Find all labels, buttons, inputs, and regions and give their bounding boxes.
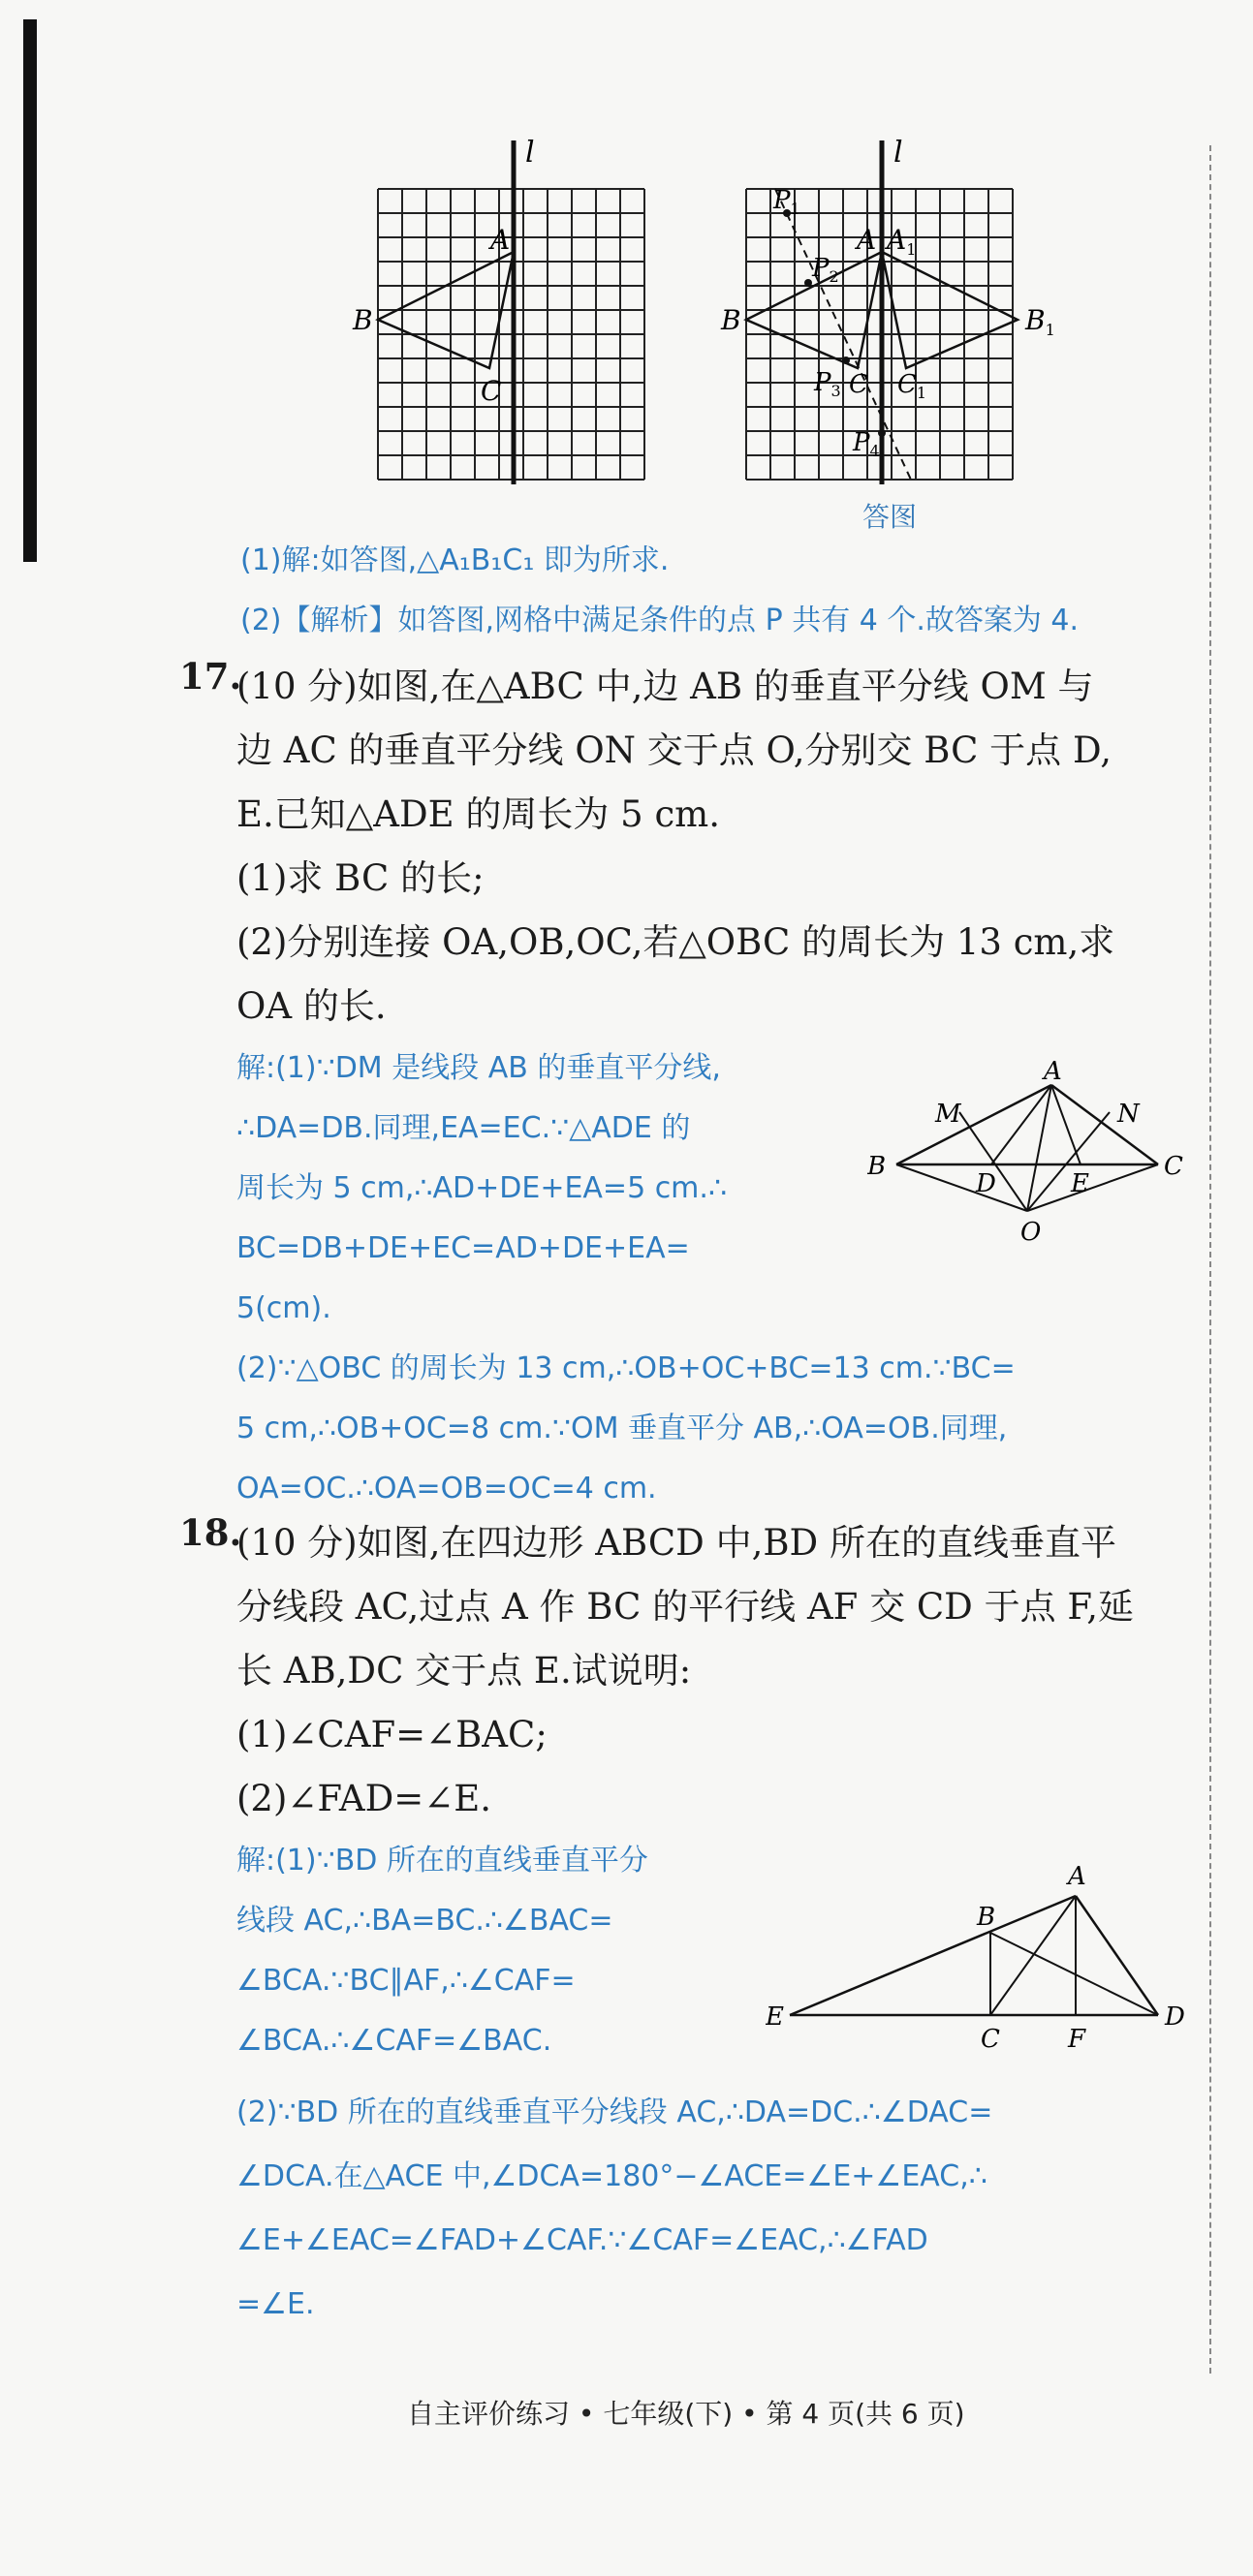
q18-sol-7: ∠E+∠EAC=∠FAD+∠CAF.∵∠CAF=∠EAC,∴∠FAD — [236, 2223, 928, 2257]
q17-line-2: 边 AC 的垂直平分线 ON 交于点 O,分别交 BC 于点 D, — [236, 729, 1112, 771]
q17-line-3: E.已知△ADE 的周长为 5 cm. — [236, 793, 721, 835]
q17-sol-2: ∴DA=DB.同理,EA=EC.∵△ADE 的 — [236, 1111, 691, 1145]
label-b-right: B — [721, 304, 741, 336]
q18-sol-8: =∠E. — [236, 2287, 315, 2321]
q17-sol-7: 5 cm,∴OB+OC=8 cm.∵OM 垂直平分 AB,∴OA=OB.同理, — [236, 1412, 1008, 1445]
q17-line-5: (2)分别连接 OA,OB,OC,若△OBC 的周长为 13 cm,求 — [236, 921, 1115, 963]
q18-label-e: E — [766, 2002, 784, 2032]
q18-line-1: (10 分)如图,在四边形 ABCD 中,BD 所在的直线垂直平 — [236, 1522, 1116, 1564]
label-l-right: l — [893, 136, 903, 170]
q18-sol-3: ∠BCA.∵BC∥AF,∴∠CAF= — [236, 1964, 576, 1998]
label-p4: $P_4$ — [853, 428, 880, 460]
q16-answer-2: (2)【解析】如答图,网格中满足条件的点 P 共有 4 个.故答案为 4. — [240, 604, 1080, 637]
q18-label-b: B — [977, 1903, 996, 1932]
label-c: C — [481, 375, 502, 407]
q18-sol-2: 线段 AC,∴BA=BC.∴∠BAC= — [236, 1904, 613, 1938]
label-l-left: l — [525, 136, 535, 170]
q17-line-4: (1)求 BC 的长; — [236, 857, 485, 899]
q17-sol-6: (2)∵△OBC 的周长为 13 cm,∴OB+OC+BC=13 cm.∵BC= — [236, 1351, 1016, 1385]
figure-caption: 答图 — [862, 501, 918, 533]
label-b: B — [353, 304, 373, 336]
label-c-right: C — [849, 370, 868, 399]
label-a: A — [490, 224, 511, 256]
label-p3: $P_3$ — [814, 368, 841, 400]
q17-sol-1: 解:(1)∵DM 是线段 AB 的垂直平分线, — [236, 1051, 721, 1085]
page-footer: 自主评价练习 • 七年级(下) • 第 4 页(共 6 页) — [407, 2398, 965, 2430]
point-p2 — [804, 279, 812, 287]
q17-sol-3: 周长为 5 cm,∴AD+DE+EA=5 cm.∴ — [236, 1171, 728, 1205]
q17-line-1: (10 分)如图,在△ABC 中,边 AB 的垂直平分线 OM 与 — [236, 666, 1094, 707]
q18-sol-1: 解:(1)∵BD 所在的直线垂直平分 — [236, 1844, 648, 1878]
q18-label-f: F — [1068, 2025, 1086, 2054]
q17-sol-8: OA=OC.∴OA=OB=OC=4 cm. — [236, 1472, 657, 1505]
point-p4 — [878, 429, 886, 437]
q17-sol-5: 5(cm). — [236, 1291, 331, 1325]
q18-number: 18. — [179, 1511, 242, 1554]
q17-number: 17. — [179, 655, 242, 698]
q17-figure — [867, 1056, 1197, 1279]
q17-label-d: D — [976, 1169, 996, 1198]
q18-line-2: 分线段 AC,过点 A 作 BC 的平行线 AF 交 CD 于点 F,延 — [236, 1586, 1135, 1628]
q18-line-4: (1)∠CAF=∠BAC; — [236, 1714, 548, 1755]
q18-line-5: (2)∠FAD=∠E. — [236, 1778, 492, 1819]
binding-edge — [23, 19, 37, 562]
label-p2: $P_2$ — [812, 254, 839, 286]
q17-label-e: E — [1071, 1169, 1089, 1198]
q18-line-3: 长 AB,DC 交于点 E.试说明: — [236, 1650, 692, 1691]
q17-label-m: M — [935, 1100, 961, 1129]
label-a-right: A — [857, 224, 877, 256]
q16-answer-1: (1)解:如答图,△A₁B₁C₁ 即为所求. — [240, 543, 670, 577]
q18-label-a: A — [1068, 1862, 1086, 1891]
q17-label-c: C — [1164, 1152, 1183, 1181]
q18-label-d: D — [1165, 2002, 1185, 2032]
label-b1: $B_1$ — [1025, 304, 1055, 339]
q18-sol-4: ∠BCA.∴∠CAF=∠BAC. — [236, 2024, 552, 2058]
q18-figure — [766, 1855, 1211, 2073]
q17-label-n: N — [1117, 1100, 1140, 1129]
q18-sol-5: (2)∵BD 所在的直线垂直平分线段 AC,∴DA=DC.∴∠DAC= — [236, 2095, 993, 2129]
q17-label-a: A — [1044, 1057, 1062, 1086]
label-c1: $C_1$ — [897, 370, 927, 402]
q17-sol-4: BC=DB+DE+EC=AD+DE+EA= — [236, 1231, 690, 1265]
label-p1: $P_1$ — [773, 186, 800, 218]
q17-label-o: O — [1020, 1218, 1042, 1247]
q18-label-c: C — [981, 2025, 1000, 2054]
q17-line-6: OA 的长. — [236, 985, 387, 1027]
label-a1: $A_1$ — [887, 224, 917, 259]
q17-label-b: B — [867, 1152, 887, 1181]
q18-sol-6: ∠DCA.在△ACE 中,∠DCA=180°−∠ACE=∠E+∠EAC,∴ — [236, 2159, 987, 2193]
point-p3 — [842, 357, 850, 364]
grid-figures — [349, 131, 1066, 557]
